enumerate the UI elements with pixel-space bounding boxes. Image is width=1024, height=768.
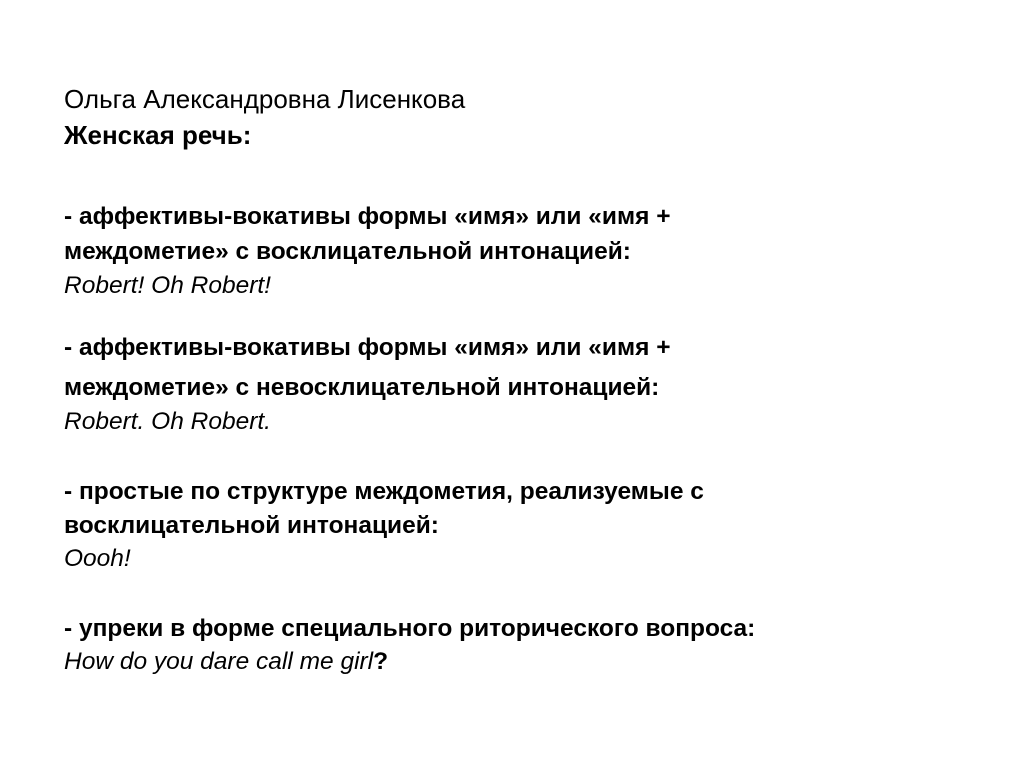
section-4-example-line bbox=[64, 647, 388, 677]
section-4-line-1: - упреки в форме специального риторического вопроса: bbox=[64, 615, 756, 642]
author-name: Ольга Александровна Лисенкова bbox=[64, 84, 466, 114]
section-3-line-1: - простые по структуре междометия, реализуемые с bbox=[64, 478, 704, 505]
section-3-line-2: восклицательной интонацией: bbox=[64, 512, 439, 539]
section-1-line-1: - аффективы-вокативы формы «имя» или «имя + bbox=[64, 203, 671, 230]
slide-title: Женская речь: bbox=[64, 120, 252, 150]
section-4-example-end: ? bbox=[373, 648, 389, 675]
section-1-line-2: междометие» с восклицательной интонацией: bbox=[64, 238, 631, 265]
section-2-example: Robert. Oh Robert. bbox=[64, 408, 271, 435]
section-2-line-2: междометие» с невосклицательной интонацией: bbox=[64, 374, 660, 401]
section-2-line-1: - аффективы-вокативы формы «имя» или «имя + bbox=[64, 334, 671, 361]
section-4-example: How do you dare call me girl bbox=[64, 648, 374, 675]
section-1-example: Robert! Oh Robert! bbox=[64, 272, 271, 299]
section-3-example: Oooh! bbox=[64, 545, 131, 572]
